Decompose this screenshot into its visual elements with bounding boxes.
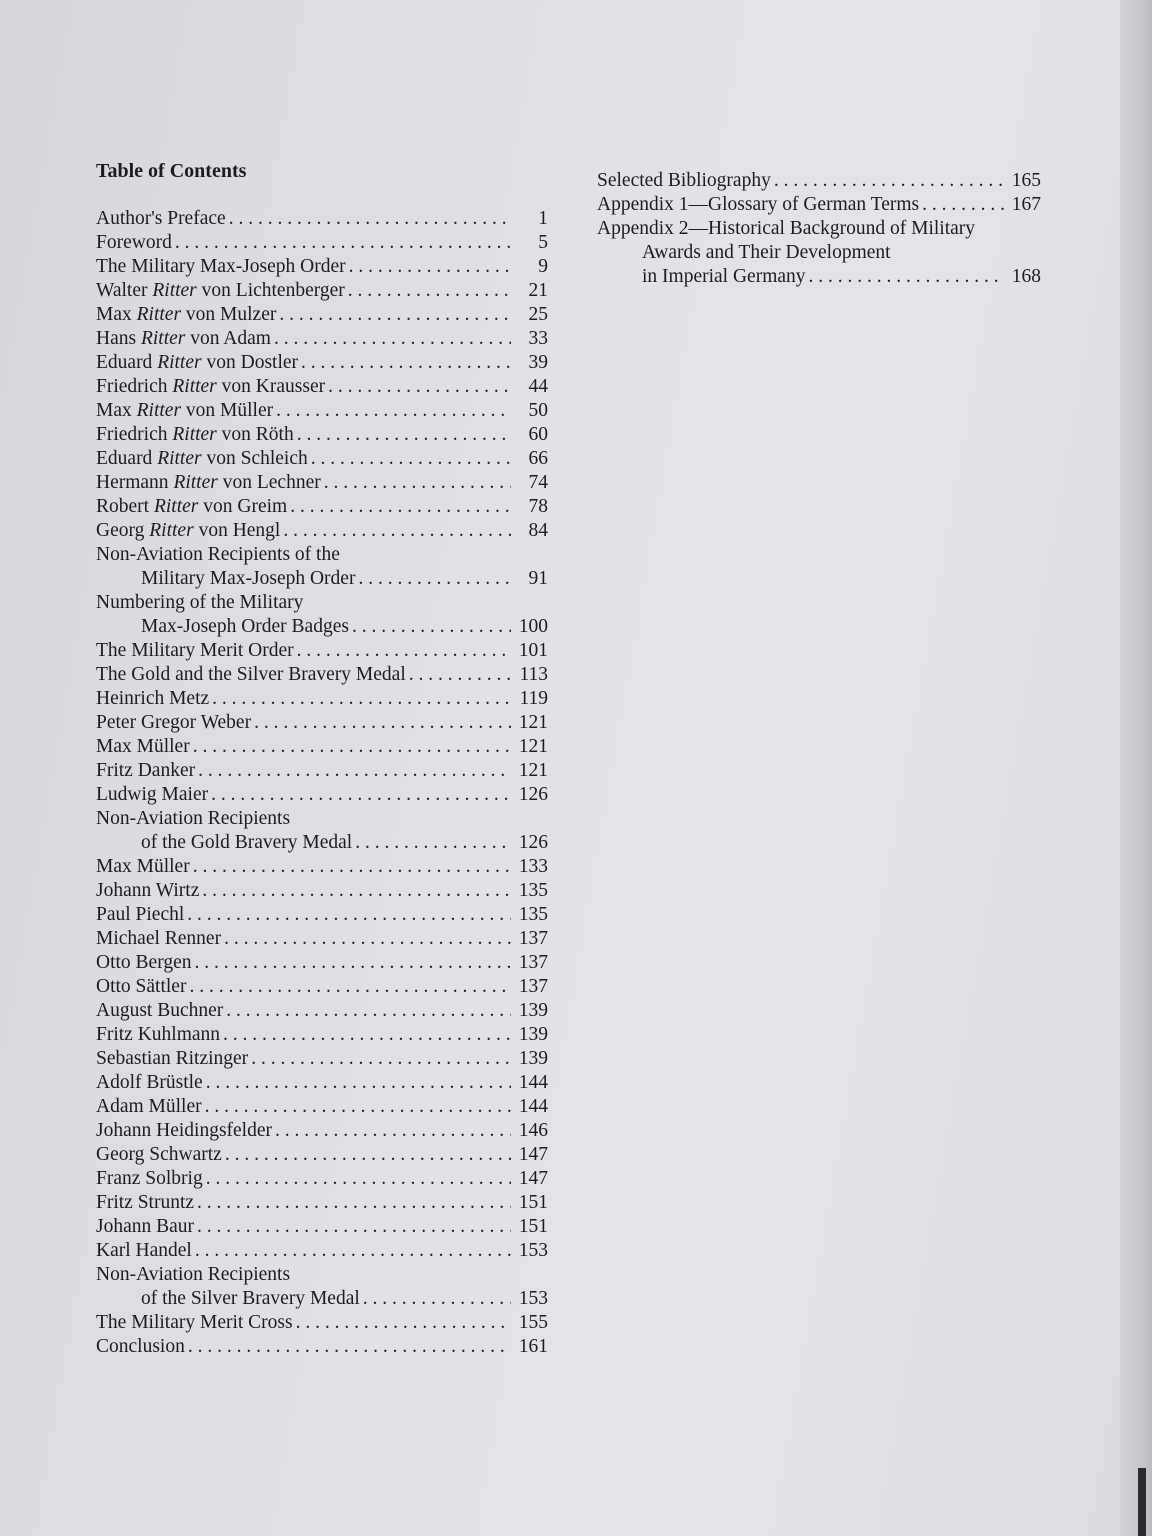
toc-page-number: 33 [528, 328, 548, 349]
toc-entry-title [96, 783, 208, 807]
toc-entry [96, 663, 548, 687]
toc-title-part: The Military Max-Joseph Order [96, 256, 346, 277]
toc-page-number: 161 [518, 1336, 548, 1357]
toc-dot-leader [276, 399, 511, 423]
toc-entry-last-line [96, 1287, 548, 1311]
toc-entry-title [96, 951, 192, 975]
toc-page-number: 39 [528, 352, 548, 373]
toc-entry [96, 591, 548, 639]
toc-dot-leader [189, 975, 511, 999]
toc-entry [96, 375, 548, 399]
toc-dot-leader [297, 639, 511, 663]
toc-page-number: 78 [528, 496, 548, 517]
toc-dot-leader [197, 1191, 511, 1215]
toc-entry [96, 1143, 548, 1167]
toc-entry [96, 711, 548, 735]
toc-entry-title-line: Appendix 2—Historical Background of Military [597, 218, 976, 239]
toc-entry-title [96, 1143, 222, 1167]
toc-title-part: Author's Preface [96, 208, 226, 229]
toc-dot-leader [198, 759, 511, 783]
toc-page-number: 121 [518, 736, 548, 757]
toc-entry-title [96, 495, 287, 519]
toc-entry-title [96, 471, 321, 495]
toc-title-part: Fritz Danker [96, 760, 196, 781]
toc-dot-leader [283, 519, 511, 543]
toc-title-italic: Ritter [149, 520, 194, 541]
toc-entry-title [96, 1047, 248, 1071]
toc-title-part: Heinrich Metz [96, 688, 210, 709]
toc-dot-leader [274, 327, 511, 351]
toc-entry-title [96, 1167, 203, 1191]
toc-page-number: 165 [1011, 170, 1041, 191]
toc-title-part: Karl Handel [96, 1240, 192, 1261]
toc-title-part: Conclusion [96, 1336, 185, 1357]
toc-title-part: von Greim [198, 496, 288, 517]
toc-entry-title [96, 663, 406, 687]
toc-title-part: Adam Müller [96, 1096, 202, 1117]
toc-column-left [96, 207, 548, 1359]
toc-title-part: Georg Schwartz [96, 1144, 222, 1165]
toc-title-part: Eduard [96, 448, 158, 469]
toc-entry-title-line: of the Silver Bravery Medal [141, 1288, 360, 1309]
toc-dot-leader [809, 265, 1004, 289]
toc-dot-leader [251, 1047, 511, 1071]
toc-page-number: 139 [518, 1000, 548, 1021]
toc-entry-title [96, 303, 276, 327]
toc-entry-title [96, 855, 190, 879]
toc-entry-title [96, 1311, 293, 1335]
toc-entry [96, 1215, 548, 1239]
toc-title-italic: Ritter [172, 424, 217, 445]
toc-entry [96, 399, 548, 423]
toc-title-part: Peter Gregor Weber [96, 712, 252, 733]
toc-page-number: 137 [518, 928, 548, 949]
toc-page-number: 144 [518, 1096, 548, 1117]
toc-entry [96, 735, 548, 759]
toc-title-italic: Ritter [136, 304, 182, 325]
toc-title-part: Friedrich [96, 376, 173, 397]
toc-title-part: August Buchner [96, 1000, 224, 1021]
toc-dot-leader [355, 831, 511, 855]
toc-page-number: 155 [518, 1312, 548, 1333]
toc-title-part: Hermann [96, 472, 174, 493]
toc-title-part: von Dostler [201, 352, 299, 373]
toc-page-number: 5 [538, 232, 548, 253]
toc-dot-leader [774, 169, 1004, 193]
toc-entry [96, 471, 548, 495]
toc-entry-title [96, 999, 223, 1023]
toc-page-number: 50 [528, 400, 548, 421]
toc-entry-title [96, 1239, 192, 1263]
toc-entry-title [96, 399, 273, 423]
toc-dot-leader [296, 1311, 511, 1335]
toc-entry-title [96, 255, 346, 279]
toc-entry-title [96, 975, 186, 999]
toc-title-part: Adolf Brüstle [96, 1072, 203, 1093]
toc-title-part: Ludwig Maier [96, 784, 209, 805]
toc-entry [96, 231, 548, 255]
toc-dot-leader [409, 663, 511, 687]
toc-entry-title [96, 711, 251, 735]
toc-title-part: Otto Sättler [96, 976, 187, 997]
toc-title-part: Franz Solbrig [96, 1168, 203, 1189]
toc-title-part: von Krausser [216, 376, 326, 397]
toc-entry-title [96, 1335, 185, 1359]
toc-entry-title-line: Awards and Their Development [642, 242, 891, 263]
toc-page-number: 44 [528, 376, 548, 397]
toc-entry [96, 303, 548, 327]
toc-title-part: Sebastian Ritzinger [96, 1048, 249, 1069]
toc-dot-leader [197, 1215, 511, 1239]
toc-title-italic: Ritter [152, 280, 197, 301]
toc-title-part: von Lichtenberger [196, 280, 345, 301]
toc-page-number: 151 [518, 1216, 548, 1237]
toc-dot-leader [206, 1071, 511, 1095]
toc-title-part: Foreword [96, 232, 172, 253]
toc-page-number: 21 [528, 280, 548, 301]
toc-page-number: 126 [518, 832, 548, 853]
toc-page-number: 25 [528, 304, 548, 325]
toc-entry-title-line: Non-Aviation Recipients [96, 1264, 291, 1285]
toc-entry [96, 999, 548, 1023]
toc-entry [96, 327, 548, 351]
toc-title-part: Walter [96, 280, 153, 301]
toc-dot-leader [224, 927, 511, 951]
toc-entry-title [96, 207, 226, 231]
toc-entry-last-line [597, 265, 1041, 289]
toc-title-part: The Military Merit Order [96, 640, 294, 661]
toc-entry-title [96, 327, 271, 351]
toc-page-number: 126 [518, 784, 548, 805]
toc-page-number: 137 [518, 952, 548, 973]
toc-dot-leader [212, 687, 511, 711]
toc-title-part: The Gold and the Silver Bravery Medal [96, 664, 406, 685]
toc-entry-title [96, 1215, 194, 1239]
toc-entry [96, 1239, 548, 1263]
toc-title-part: von Lechner [217, 472, 321, 493]
toc-page-number: 66 [528, 448, 548, 469]
toc-entry-title [96, 687, 209, 711]
toc-dot-leader [229, 207, 511, 231]
toc-dot-leader [324, 471, 511, 495]
toc-page-number: 9 [538, 256, 548, 277]
toc-entry [96, 855, 548, 879]
toc-dot-leader [188, 1335, 511, 1359]
toc-title-part: Max Müller [96, 736, 190, 757]
toc-page-number: 113 [519, 664, 548, 685]
toc-title-part: von Röth [216, 424, 294, 445]
toc-title-part: Hans [96, 328, 141, 349]
toc-page-number: 133 [518, 856, 548, 877]
toc-title-part: von Müller [181, 400, 274, 421]
toc-page-number: 153 [518, 1288, 548, 1309]
toc-entry-title [96, 519, 280, 543]
toc-entry [597, 193, 1041, 217]
toc-entry [96, 1335, 548, 1359]
toc-title-italic: Ritter [173, 472, 218, 493]
toc-dot-leader [275, 1119, 511, 1143]
toc-dot-leader [290, 495, 511, 519]
toc-entry [96, 927, 548, 951]
page-edge-shadow [1120, 0, 1152, 1536]
toc-entry [597, 169, 1041, 193]
toc-title-part: Friedrich [96, 424, 173, 445]
toc-dot-leader [352, 615, 511, 639]
toc-entry-title [96, 1023, 220, 1047]
toc-title-part: Max [96, 304, 137, 325]
toc-title-italic: Ritter [140, 328, 186, 349]
toc-title-part: Paul Piechl [96, 904, 185, 925]
toc-entry-title-line: Numbering of the Military [96, 592, 304, 613]
toc-entry-title [96, 879, 199, 903]
toc-dot-leader [358, 567, 511, 591]
toc-entry [96, 351, 548, 375]
toc-entry-title [96, 423, 294, 447]
toc-title-part: von Schleich [201, 448, 308, 469]
toc-entry [96, 1023, 548, 1047]
toc-title-part: von Adam [185, 328, 271, 349]
toc-page-number: 153 [518, 1240, 548, 1261]
toc-title-part: Fritz Struntz [96, 1192, 195, 1213]
toc-column-right [597, 169, 1041, 289]
toc-entry-title [96, 1191, 194, 1215]
toc-entry-last-line [96, 567, 548, 591]
toc-page-number: 91 [528, 568, 548, 589]
toc-entry [96, 975, 548, 999]
toc-dot-leader [195, 951, 511, 975]
toc-entry [96, 495, 548, 519]
toc-page-number: 139 [518, 1048, 548, 1069]
toc-title-part: The Military Merit Cross [96, 1312, 293, 1333]
toc-entry-title [96, 231, 172, 255]
toc-title-part: Johann Wirtz [96, 880, 200, 901]
toc-entry [96, 879, 548, 903]
toc-title-italic: Ritter [157, 352, 202, 373]
toc-entry [96, 1047, 548, 1071]
toc-entry [96, 519, 548, 543]
toc-entry [96, 639, 548, 663]
toc-page-number: 137 [518, 976, 548, 997]
toc-page-number: 74 [528, 472, 548, 493]
toc-entry-title-line: Max-Joseph Order Badges [141, 616, 349, 637]
page-edge-mark [1138, 1468, 1146, 1536]
toc-dot-leader [348, 279, 511, 303]
toc-entry-title [597, 193, 919, 217]
toc-entry [96, 687, 548, 711]
toc-page-number: 119 [519, 688, 548, 709]
toc-page-number: 135 [518, 904, 548, 925]
toc-title-italic: Ritter [157, 448, 202, 469]
toc-entry [96, 279, 548, 303]
toc-dot-leader [226, 999, 511, 1023]
toc-dot-leader [363, 1287, 511, 1311]
toc-title-part: Fritz Kuhlmann [96, 1024, 221, 1045]
toc-entry-title [96, 279, 345, 303]
toc-title-part: von Hengl [193, 520, 281, 541]
toc-entry [96, 1119, 548, 1143]
toc-entry [96, 543, 548, 591]
page-title: Table of Contents [96, 160, 247, 182]
toc-title-part: Robert [96, 496, 154, 517]
toc-dot-leader [225, 1143, 511, 1167]
toc-entry-last-line [96, 831, 548, 855]
toc-page-number: 121 [518, 760, 548, 781]
toc-dot-leader [297, 423, 511, 447]
toc-page-number: 144 [518, 1072, 548, 1093]
toc-page-number: 147 [518, 1144, 548, 1165]
toc-entry-title [96, 759, 195, 783]
toc-page-number: 139 [518, 1024, 548, 1045]
toc-entry [96, 1191, 548, 1215]
toc-dot-leader [279, 303, 511, 327]
toc-page-number: 60 [528, 424, 548, 445]
toc-entry-title-line: in Imperial Germany [642, 266, 806, 287]
toc-entry [96, 447, 548, 471]
toc-entry-title-line: of the Gold Bravery Medal [141, 832, 353, 853]
toc-title-part: Max [96, 400, 137, 421]
toc-page-number: 146 [518, 1120, 548, 1141]
toc-dot-leader [311, 447, 511, 471]
toc-title-italic: Ritter [172, 376, 217, 397]
toc-dot-leader [223, 1023, 511, 1047]
toc-title-part: Selected Bibliography [597, 170, 771, 191]
toc-title-part: Georg [96, 520, 150, 541]
toc-title-part: Appendix 1—Glossary of German Terms [597, 194, 920, 215]
toc-entry [96, 207, 548, 231]
toc-dot-leader [206, 1167, 511, 1191]
toc-title-italic: Ritter [153, 496, 199, 517]
toc-title-part: Johann Heidingsfelder [96, 1120, 272, 1141]
toc-dot-leader [301, 351, 511, 375]
toc-entry-title [96, 351, 298, 375]
toc-page-number: 167 [1011, 194, 1041, 215]
toc-dot-leader [195, 1239, 511, 1263]
toc-entry-title [96, 375, 325, 399]
toc-entry [96, 1071, 548, 1095]
toc-entry [96, 1263, 548, 1311]
toc-dot-leader [193, 735, 511, 759]
toc-page-number: 151 [518, 1192, 548, 1213]
toc-entry [96, 903, 548, 927]
toc-entry-title [96, 1119, 272, 1143]
toc-entry [96, 255, 548, 279]
toc-dot-leader [187, 903, 511, 927]
toc-dot-leader [205, 1095, 511, 1119]
toc-page-number: 84 [528, 520, 548, 541]
toc-entry [96, 807, 548, 855]
toc-entry [96, 783, 548, 807]
toc-title-italic: Ritter [136, 400, 182, 421]
toc-entry [96, 759, 548, 783]
toc-entry [96, 1311, 548, 1335]
toc-title-part: Otto Bergen [96, 952, 192, 973]
toc-title-part: Johann Baur [96, 1216, 195, 1237]
toc-page-number: 147 [518, 1168, 548, 1189]
toc-dot-leader [254, 711, 511, 735]
toc-dot-leader [922, 193, 1004, 217]
toc-dot-leader [193, 855, 511, 879]
toc-entry [96, 951, 548, 975]
toc-entry-title [96, 1095, 202, 1119]
toc-dot-leader [349, 255, 511, 279]
toc-dot-leader [202, 879, 511, 903]
toc-title-part: Michael Renner [96, 928, 222, 949]
toc-entry-title [96, 927, 221, 951]
toc-page-number: 101 [518, 640, 548, 661]
toc-dot-leader [175, 231, 511, 255]
toc-entry [96, 1167, 548, 1191]
toc-entry-last-line [96, 615, 548, 639]
toc-page-number: 1 [538, 208, 548, 229]
toc-entry [96, 1095, 548, 1119]
toc-entry [96, 423, 548, 447]
toc-page-number: 100 [518, 616, 548, 637]
toc-entry-title [96, 447, 308, 471]
toc-entry [597, 217, 1041, 289]
toc-entry-title [96, 903, 184, 927]
toc-page-number: 121 [518, 712, 548, 733]
toc-title-part: von Mulzer [181, 304, 277, 325]
toc-dot-leader [328, 375, 511, 399]
toc-title-part: Eduard [96, 352, 158, 373]
toc-page-number: 168 [1011, 266, 1041, 287]
toc-entry-title-line: Non-Aviation Recipients of the [96, 544, 340, 565]
toc-entry-title [96, 1071, 203, 1095]
toc-title-part: Max Müller [96, 856, 190, 877]
toc-dot-leader [211, 783, 511, 807]
toc-entry-title [96, 639, 294, 663]
toc-entry-title [597, 169, 771, 193]
toc-entry-title-line: Non-Aviation Recipients [96, 808, 291, 829]
toc-entry-title-line: Military Max-Joseph Order [141, 568, 356, 589]
toc-page-number: 135 [518, 880, 548, 901]
toc-entry-title [96, 735, 190, 759]
